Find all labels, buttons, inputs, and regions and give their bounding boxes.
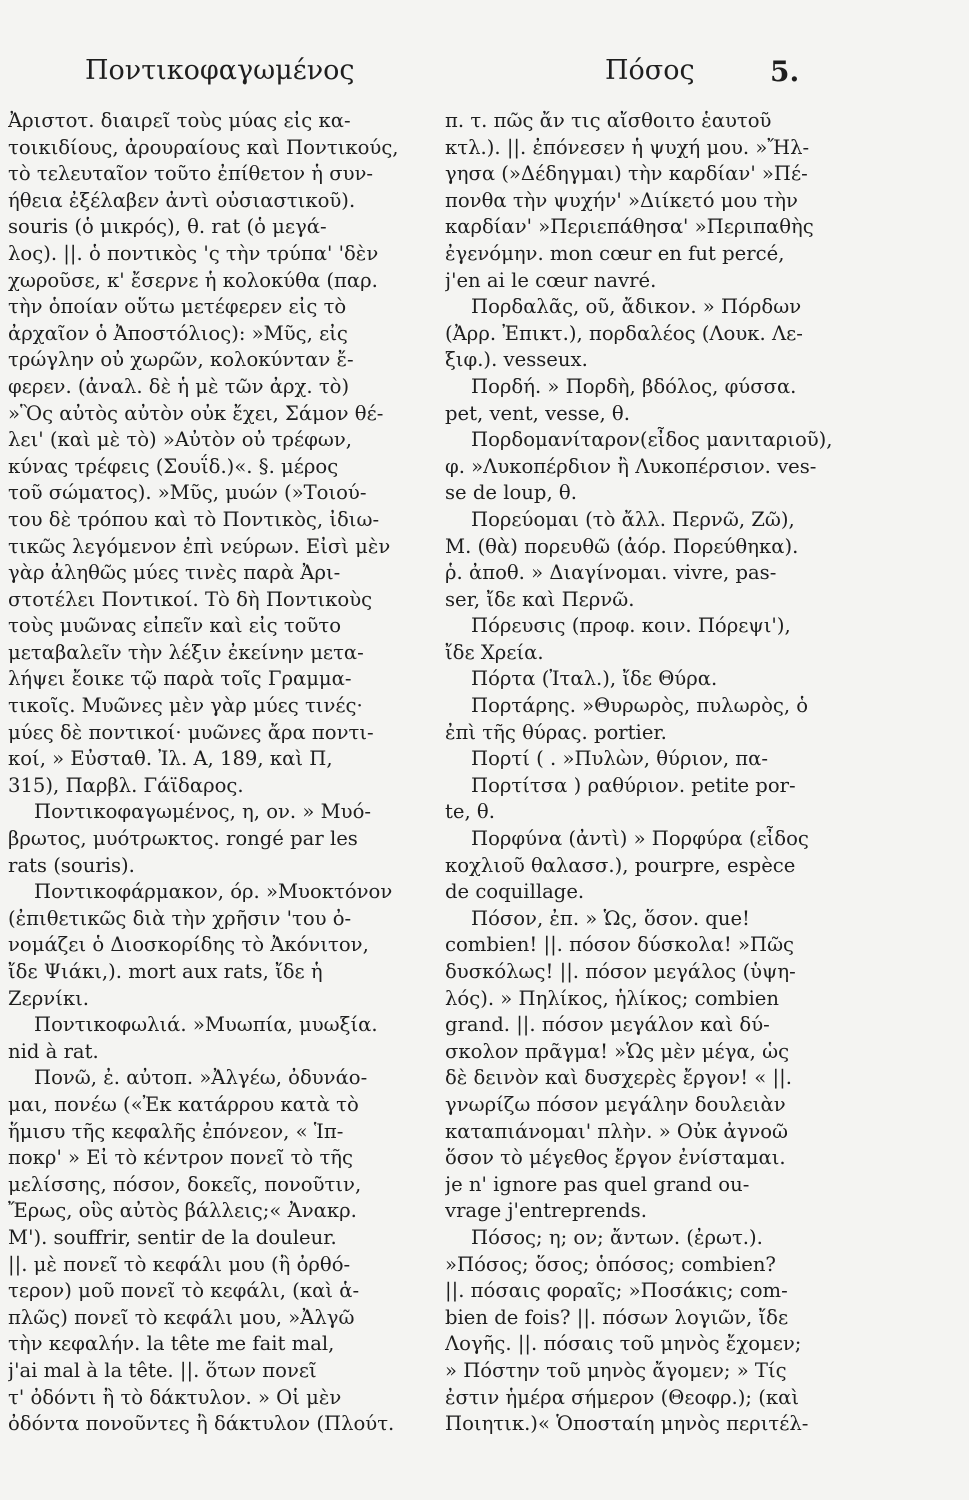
text-line: Πορτί ( . »Πυλὼν, θύριον, πα- — [471, 747, 769, 771]
text-line: »Ὃς αὐτὸς αὐτὸν οὐκ ἔχει, Σάμον θέ- — [8, 401, 384, 425]
text-line: τ' ὀδόντι ἢ τὸ δάκτυλον. » Οἱ μὲν — [8, 1385, 342, 1409]
text-line: Πονῶ, ἐ. αὐτοπ. »Ἀλγέω, ὀδυνάο- — [34, 1066, 368, 1090]
text-line: ἐστιν ἡμέρα σήμερον (Θεοφρ.); (καὶ — [445, 1385, 800, 1409]
text-line: Πορεύομαι (τὸ ἄλλ. Περνῶ, Ζῶ), — [471, 507, 795, 531]
text-line: ἐγενόμην. mon cœur en fut percé, — [445, 241, 785, 265]
text-line: de coquillage. — [445, 880, 585, 904]
text-line: τὸ τελευταῖον τοῦτο ἐπίθετον ἡ συν- — [8, 162, 374, 186]
text-line: δὲ δεινὸν καὶ δυσχερὲς ἔργον! « ||. — [445, 1066, 792, 1090]
text-line: λει' (καὶ μὲ τὸ) »Αὐτὸν οὐ τρέφων, — [8, 428, 352, 452]
text-line: ποκρ' » Εἰ τὸ κέντρον πονεῖ τὸ τῆς — [8, 1146, 354, 1170]
text-line: pet, vent, vesse, θ. — [445, 401, 630, 425]
text-line: ἴδε Ψιάκι,). mort aux rats, ἴδε ἡ — [8, 960, 323, 983]
text-line: Πορτάρης. »Θυρωρὸς, πυλωρὸς, ὁ — [471, 694, 809, 718]
header-right-title: Πόσος — [605, 55, 695, 86]
text-line: δυσκόλως! ||. πόσον μεγάλος (ὑψη- — [445, 960, 796, 983]
text-line: π. τ. πῶς ἄν τις αἴσθοιτο ἑαυτοῦ — [445, 109, 772, 132]
text-line: ὀδόντα πονοῦντες ἢ δάκτυλον (Πλούτ. — [8, 1412, 395, 1436]
text-line: κτλ.). ||. ἐπόνεσεν ἡ ψυχή μου. »Ἤλ- — [445, 135, 810, 159]
text-line: Πόσον, ἐπ. » Ὡς, ὅσον. que! — [471, 906, 750, 930]
text-line: bien de fois? ||. πόσων λογιῶν, ἴδε — [445, 1305, 789, 1329]
text-line: τὴν κεφαλήν. la tête me fait mal, — [8, 1332, 335, 1356]
text-line: Μ. (θὰ) πορευθῶ (ἀόρ. Πορεύθηκα). — [445, 534, 799, 558]
text-line: ὅσον τὸ μέγεθος ἔργον ἐνίσταμαι. — [445, 1146, 786, 1170]
text-line: combien! ||. πόσον δύσκολα! »Πῶς — [445, 933, 795, 957]
text-line: τερον) μοῦ πονεῖ τὸ κεφάλι, (καὶ ἁ- — [8, 1279, 360, 1303]
text-line: του δὲ τρόπου καὶ τὸ Ποντικὸς, ἰδιω- — [8, 507, 380, 531]
text-line: πονθα τὴν ψυχήν' »Διίκετό μου τὴν — [445, 188, 798, 212]
text-line: Πορδομανίταρον(εἶδος μανιταριοῦ), — [471, 428, 833, 452]
running-header — [0, 55, 969, 100]
page-number: 5. — [770, 55, 800, 88]
text-line: Μ'). souffrir, sentir de la douleur. — [8, 1225, 337, 1249]
left-column — [8, 108, 408, 1488]
text-line: κοχλιοῦ θαλασσ.), pourpre, espèce — [445, 853, 796, 877]
text-line: Πόσος; η; ον; ἄντων. (ἐρωτ.). — [471, 1225, 763, 1249]
text-line: Ἔρως, οὓς αὐτὸς βάλλεις;« Ἀνακρ. — [8, 1199, 357, 1223]
text-line: γνωρίζω πόσον μεγάλην δουλειὰν — [445, 1092, 786, 1116]
text-line: ἀρχαῖον ὁ Ἀποστόλιος): »Μῦς, εἰς — [8, 321, 348, 345]
text-line: j'ai mal à la tête. ||. ὅτων πονεῖ — [8, 1358, 317, 1382]
text-line: rats (souris). — [8, 853, 135, 877]
text-line: Πορφύνα (ἀντὶ) » Πορφύρα (εἶδος — [471, 827, 809, 851]
text-line: λός). » Πηλίκος, ἡλίκος; combien — [445, 986, 779, 1010]
text-line: ήθεια ἐξέλαβεν ἀντὶ οὐσιαστικοῦ). — [8, 188, 356, 212]
header-left-title: Ποντικοφαγωμένος — [85, 55, 355, 86]
text-line: κύνας τρέφεις (Σουΐδ.)«. §. μέρος — [8, 454, 339, 478]
text-line: χωροῦσε, κ' ἔσερνε ἡ κολοκύθα (παρ. — [8, 268, 378, 292]
text-line: στοτέλει Ποντικοί. Τὸ δὴ Ποντικοὺς — [8, 587, 373, 611]
right-column — [445, 108, 845, 1488]
text-line: λήψει ἔοικε τῷ παρὰ τοῖς Γραμμα- — [8, 667, 352, 691]
text-line: κοί, » Εὐσταθ. Ἰλ. Α, 189, καὶ Π, — [8, 747, 333, 771]
text-line: Ποντικοφαγωμένος, η, ον. » Μυό- — [34, 800, 371, 824]
text-line: μελίσσης, πόσον, δοκεῖς, πονοῦτιν, — [8, 1172, 362, 1196]
text-line: ἴδε Χρεία. — [445, 640, 544, 664]
text-line: Ἀριστοτ. διαιρεῖ τοὺς μύας εἰς κα- — [8, 109, 351, 132]
text-line: Πόρευσις (προφ. κοιν. Πόρεψι'), — [471, 614, 791, 638]
text-line: (ἐπιθετικῶς διὰ τὴν χρῆσιν 'του ὀ- — [8, 906, 352, 930]
text-line: je n' ignore pas quel grand ou- — [445, 1172, 750, 1196]
text-line: ξιφ.). vesseux. — [445, 348, 588, 372]
text-line: τοῦ σώματος). »Μῦς, μυών (»Τοιού- — [8, 481, 367, 505]
text-line: σκολον πρᾶγμα! »Ὡς μὲν μέγα, ὡς — [445, 1039, 790, 1063]
text-line: ser, ἴδε καὶ Περνῶ. — [445, 587, 635, 611]
text-line: Πορτίτσα ) ραθύριον. petite por- — [471, 773, 796, 797]
text-line: Ζερνίκι. — [8, 986, 90, 1010]
text-line: vrage j'entreprends. — [445, 1199, 647, 1223]
text-line: »Πόσος; ὅσος; ὁπόσος; combien? — [445, 1252, 776, 1276]
text-line: μεταβαλεῖν τὴν λέξιν ἐκείνην μετα- — [8, 640, 364, 664]
text-line: se de loup, θ. — [445, 481, 577, 505]
text-line: ἥμισυ τῆς κεφαλῆς ἐπόνεον, « Ἱπ- — [8, 1119, 344, 1143]
text-line: νομάζει ὁ Διοσκορίδης τὸ Ἀκόνιτον, — [8, 933, 369, 957]
text-line: φ. »Λυκοπέρδιον ἢ Λυκοπέρσιον. ves- — [445, 454, 817, 478]
text-line: μύες δὲ ποντικοί· μυῶνες ἄρα ποντι- — [8, 720, 374, 744]
text-line: (Ἀρρ. Ἐπικτ.), πορδαλέος (Λουκ. Λε- — [445, 321, 803, 345]
text-line: Ποντικοφάρμακον, όρ. »Μυοκτόνον — [34, 880, 393, 904]
text-line: ||. μὲ πονεῖ τὸ κεφάλι μου (ἢ ὀρθό- — [8, 1252, 351, 1276]
text-line: grand. ||. πόσον μεγάλον καὶ δύ- — [445, 1013, 770, 1037]
text-line: γησα (»Δέδηγμαι) τὴν καρδίαν' »Πέ- — [445, 162, 808, 186]
text-line: ||. πόσαις φοραῖς; »Ποσάκις; com- — [445, 1279, 788, 1303]
text-line: Ποιητικ.)« Ὁποσταίη μηνὸς περιτέλ- — [445, 1412, 809, 1436]
text-line: » Πόστην τοῦ μηνὸς ἄγομεν; » Τίς — [445, 1358, 787, 1382]
text-line: καρδίαν' »Περιεπάθησα' »Περιπαθὴς — [445, 215, 814, 239]
text-line: βρωτος, μυότρωκτος. rongé par les — [8, 827, 358, 851]
text-line: τρώγλην οὐ χωρῶν, κολοκύνταν ἔ- — [8, 348, 354, 372]
text-line: τοικιδίους, ἀρουραίους καὶ Ποντικούς, — [8, 135, 399, 159]
text-line: πλῶς) πονεῖ τὸ κεφάλι μου, »Ἀλγῶ — [8, 1305, 355, 1329]
text-line: Πόρτα (Ἰταλ.), ἴδε Θύρα. — [471, 667, 718, 691]
text-line: λος). ||. ὁ ποντικὸς 'ς τὴν τρύπα' 'δὲν — [8, 241, 379, 265]
text-line: nid à rat. — [8, 1039, 99, 1063]
text-line: Πορδαλᾶς, οῦ, ἄδικον. » Πόρδων — [471, 295, 802, 319]
text-line: Ποντικοφωλιά. »Μυωπία, μυωξία. — [34, 1013, 378, 1037]
text-line: γὰρ ἀληθῶς μύες τινὲς παρὰ Ἀρι- — [8, 561, 341, 585]
text-line: τικοῖς. Μυῶνες μὲν γὰρ μύες τινές· — [8, 694, 363, 718]
text-line: 315), Παρβλ. Γάϊδαρος. — [8, 773, 244, 797]
text-line: τὴν ὁποίαν οὕτω μετέφερεν εἰς τὸ — [8, 295, 347, 319]
text-line: te, θ. — [445, 800, 495, 824]
text-line: καταπιάνομαι' πλὴν. » Οὐκ ἀγνοῶ — [445, 1119, 789, 1143]
text-line: Λογῆς. ||. πόσαις τοῦ μηνὸς ἔχομεν; — [445, 1332, 802, 1356]
text-line: ῥ. ἀποθ. » Διαγίνομαι. vivre, pas- — [445, 561, 777, 585]
text-line: τικῶς λεγόμενον ἐπὶ νεύρων. Εἰσὶ μὲν — [8, 534, 391, 558]
text-line: φερεν. (ἀναλ. δὲ ἡ μὲ τῶν ἀρχ. τὸ) — [8, 374, 350, 398]
text-line: Πορδή. » Πορδὴ, βδόλος, φύσσα. — [471, 374, 797, 398]
text-line: souris (ὁ μικρός), θ. rat (ὁ μεγά- — [8, 215, 327, 239]
text-line: j'en ai le cœur navré. — [445, 268, 657, 292]
text-line: μαι, πονέω («Ἐκ κατάρρου κατὰ τὸ — [8, 1092, 359, 1116]
text-line: ἐπὶ τῆς θύρας. portier. — [445, 720, 667, 744]
text-line: τοὺς μυῶνας εἰπεῖν καὶ εἰς τοῦτο — [8, 614, 342, 638]
